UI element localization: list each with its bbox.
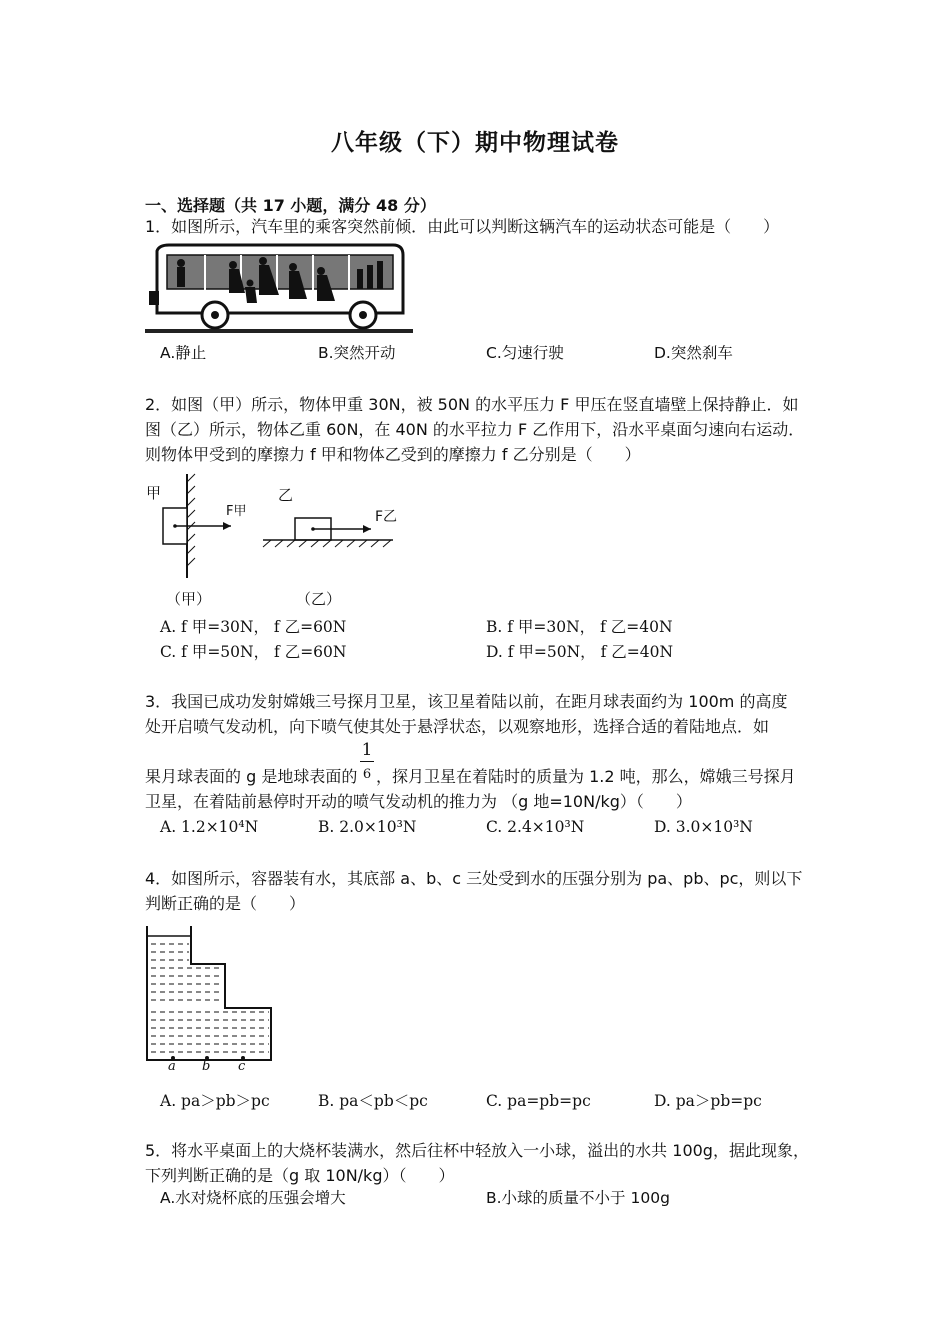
fraction-numerator: 1 <box>361 740 373 760</box>
fraction-denominator: 6 <box>362 767 372 782</box>
question-5-text: 5．将水平桌面上的大烧杯装满水，然后往杯中轻放入一小球，溢出的水共 100g，据此现象，下列判断正确的是（g 取 10N/kg）（ ） <box>145 1141 809 1185</box>
caption-jia: （甲） <box>166 590 212 608</box>
question-3-line-2: 处开启喷气发动机，向下喷气使其处于悬浮状态，以观察地形，选择合适的着陆地点．如 <box>145 717 770 736</box>
q3-option-a[interactable]: A. 1.2×10⁴N <box>160 818 259 836</box>
question-3-line-4: 卫星，在着陆前悬停时开动的喷气发动机的推力为 （g 地=10N/kg）（ ） <box>145 792 692 811</box>
q4-option-d[interactable]: D. pa＞pb=pc <box>654 1092 762 1110</box>
force-label-jia: F甲 <box>226 504 247 519</box>
container-figure <box>143 924 275 1076</box>
q3-option-c[interactable]: C. 2.4×10³N <box>486 818 585 836</box>
q2-option-a[interactable]: A. f 甲=30N， f 乙=60N <box>160 618 347 636</box>
section-heading: 一、选择题（共 17 小题，满分 48 分） <box>145 196 436 215</box>
q5-option-a[interactable]: A.水对烧杯底的压强会增大 <box>160 1189 346 1207</box>
question-3-line-1: 3．我国已成功发射嫦娥三号探月卫星，该卫星着陆以前，在距月球表面约为 100m 的高度 <box>145 692 788 711</box>
q4-option-a[interactable]: A. pa＞pb＞pc <box>160 1092 270 1110</box>
force-label-yi: F乙 <box>375 509 398 525</box>
fig-label-yi: 乙 <box>278 486 294 504</box>
question-4-text: 4．如图所示，容器装有水，其底部 a、b、c 三处受到水的压强分别为 pa、pb、pc，则以下判断正确的是（ ） <box>145 869 803 913</box>
q1-option-b[interactable]: B.突然开动 <box>318 344 396 362</box>
q4-option-b[interactable]: B. pa＜pb＜pc <box>318 1092 428 1110</box>
question-3-line-3b: ，探月卫星在着陆时的质量为 1.2 吨，那么，嫦娥三号探月 <box>376 767 796 786</box>
caption-yi: （乙） <box>296 590 342 608</box>
friction-figure <box>145 472 405 582</box>
q1-option-d[interactable]: D.突然刹车 <box>654 344 733 362</box>
question-3-line-3a: 果月球表面的 g 是地球表面的 <box>145 767 358 786</box>
point-label-b: b <box>202 1059 211 1074</box>
question-2-text: 2．如图（甲）所示，物体甲重 30N，被 50N 的水平压力 F 甲压在竖直墙壁上保持静止．如图（乙）所示，物体乙重 60N，在 40N 的水平拉力 F 乙作用下，沿水平桌面匀速向右运动．则物体甲受到的摩擦力 f 甲和物体乙受到的摩擦力 f 乙分别是（ ） <box>145 395 805 464</box>
page-title: 八年级（下）期中物理试卷 <box>331 130 619 156</box>
q5-option-b[interactable]: B.小球的质量不小于 100g <box>486 1189 670 1207</box>
point-label-c: c <box>238 1059 246 1074</box>
q2-option-b[interactable]: B. f 甲=30N， f 乙=40N <box>486 618 673 636</box>
q4-option-c[interactable]: C. pa=pb=pc <box>486 1092 591 1110</box>
fig-label-jia: 甲 <box>146 484 162 502</box>
point-label-a: a <box>168 1059 176 1074</box>
q2-option-d[interactable]: D. f 甲=50N， f 乙=40N <box>486 643 674 661</box>
q1-option-a[interactable]: A.静止 <box>160 344 207 362</box>
q3-option-b[interactable]: B. 2.0×10³N <box>318 818 417 836</box>
q1-option-c[interactable]: C.匀速行驶 <box>486 344 564 362</box>
question-1-text: 1．如图所示，汽车里的乘客突然前倾．由此可以判断这辆汽车的运动状态可能是（ ） <box>145 217 780 236</box>
q2-option-c[interactable]: C. f 甲=50N， f 乙=60N <box>160 643 347 661</box>
bus-figure <box>145 243 415 335</box>
q3-option-d[interactable]: D. 3.0×10³N <box>654 818 753 836</box>
